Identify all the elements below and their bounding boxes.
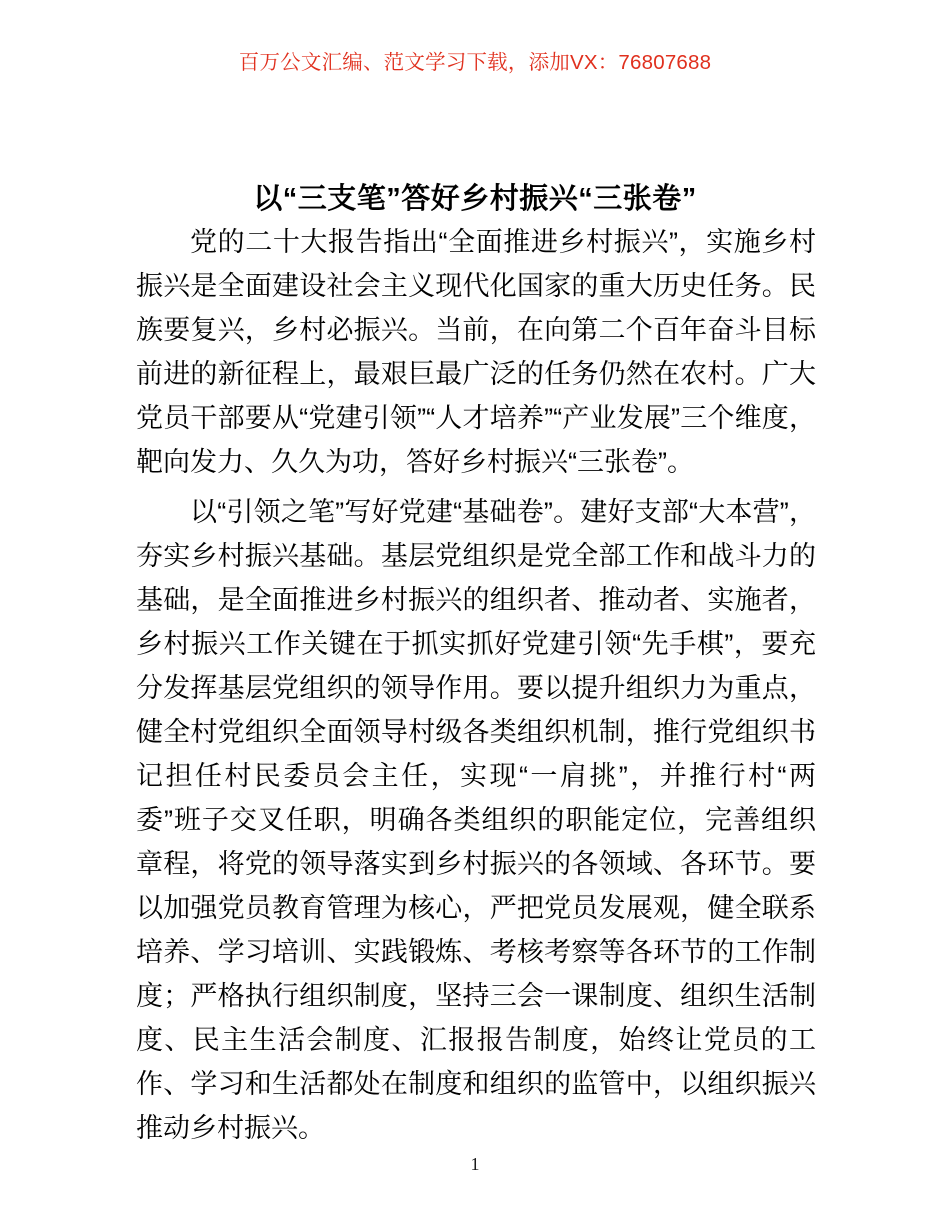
promo-header-text: 百万公文汇编、范文学习下载，添加VX：76807688	[238, 51, 712, 74]
body-paragraph: 以“引领之笔”写好党建“基础卷”。建好支部“大本营”，夯实乡村振兴基础。基层党组织是党全部工作和战斗力的基础，是全面推进乡村振兴的组织者、推动者、实施者，乡村振兴工作关键在于抓实抓好党建引领“先手棋”，要充分发挥基层党组织的领导作用。要以提升组织力为重点，健全村党组织全面领导村级各类组织机制，推行党组织书记担任村民委员会主任，实现“一肩挑”，并推行村“两委”班子交叉任职，明确各类组织的职能定位，完善组织章程，将党的领导落实到乡村振兴的各领域、各环节。要以加强党员教育管理为核心，严把党员发展观，健全联系培养、学习培训、实践锻炼、考核考察等各环节的工作制度；严格执行组织制度，坚持三会一课制度、组织生活制度、民主生活会制度、汇报报告制度，始终让党员的工作、学习和生活都处在制度和组织的监管中，以组织振兴推动乡村振兴。	[136, 497, 816, 1143]
page-title: 以“三支笔”答好乡村振兴“三张卷”	[253, 183, 697, 216]
page-number: 1	[470, 1154, 480, 1174]
document-body	[136, 220, 816, 1150]
body-paragraph: 党的二十大报告指出“全面推进乡村振兴”，实施乡村振兴是全面建设社会主义现代化国家的重大历史任务。民族要复兴，乡村必振兴。当前，在向第二个百年奋斗目标前进的新征程上，最艰巨最广泛的任务仍然在农村。广大党员干部要从“党建引领”“人才培养”“产业发展”三个维度，靶向发力、久久为功，答好乡村振兴“三张卷”。	[136, 227, 816, 477]
